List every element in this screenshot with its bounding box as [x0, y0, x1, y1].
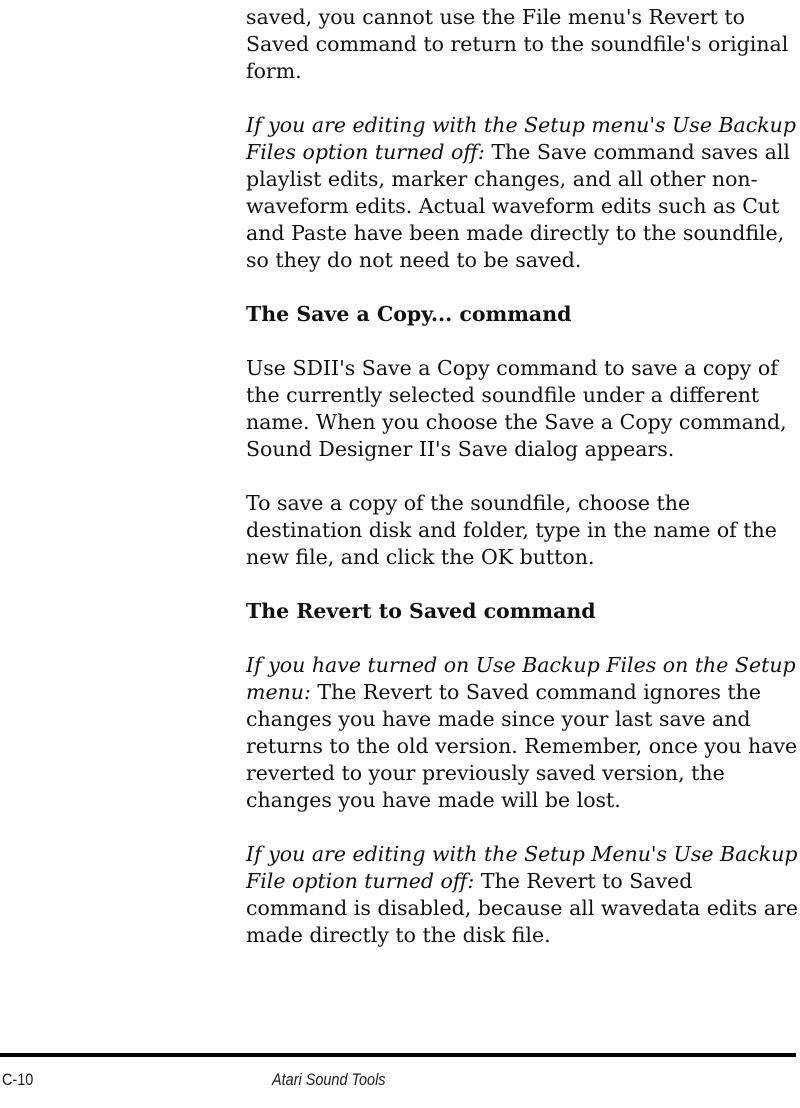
save-backup-off-lead: If you are editing with the Setup menu's Use Backup Files option turned off:	[246, 113, 796, 164]
revert-to-saved-heading: The Revert to Saved command	[246, 599, 596, 623]
save-a-copy-paragraph-1: Use SDII's Save a Copy command to save a copy of the currently selected soundfile under a different name. When you choose the Save a Copy command, Sound Designer II's Save dialog appears.	[246, 356, 787, 461]
book-title: Atari Sound Tools	[272, 1070, 386, 1089]
save-a-copy-paragraph-2: To save a copy of the soundfile, choose the destination disk and folder, type in the name of the new file, and click the OK button.	[246, 491, 777, 569]
save-a-copy-heading: The Save a Copy... command	[246, 302, 572, 326]
page-number: C-10	[2, 1070, 34, 1089]
footer-rule	[0, 1053, 796, 1057]
revert-backup-on-text: The Revert to Saved command ignores the changes you have made since your last save and returns to the old version. Remember, once you have reverted to your previously saved version, the changes you have made will be lost.	[246, 680, 798, 812]
save-backup-off-text: The Save command saves all playlist edits, marker changes, and all other non-waveform edits. Actual waveform edits such as Cut and Paste have been made directly to the soundfile, so they do not need to be saved.	[246, 140, 790, 272]
revert-backup-on-paragraph	[246, 652, 798, 814]
revert-backup-off-paragraph	[246, 841, 798, 949]
body-text	[246, 4, 798, 976]
revert-backup-off-text: The Revert to Saved command is disabled, because all wavedata edits are made directly to the disk file.	[246, 869, 798, 947]
intro-text: saved, you cannot use the File menu's Revert to Saved command to return to the soundfile's original form.	[246, 5, 789, 83]
revert-backup-off-lead: If you are editing with the Setup Menu's Use Backup File option turned off:	[246, 842, 798, 893]
save-backup-off-paragraph	[246, 112, 798, 274]
intro-paragraph	[246, 4, 798, 85]
revert-backup-on-lead: If you have turned on Use Backup Files on the Setup menu:	[246, 653, 796, 704]
